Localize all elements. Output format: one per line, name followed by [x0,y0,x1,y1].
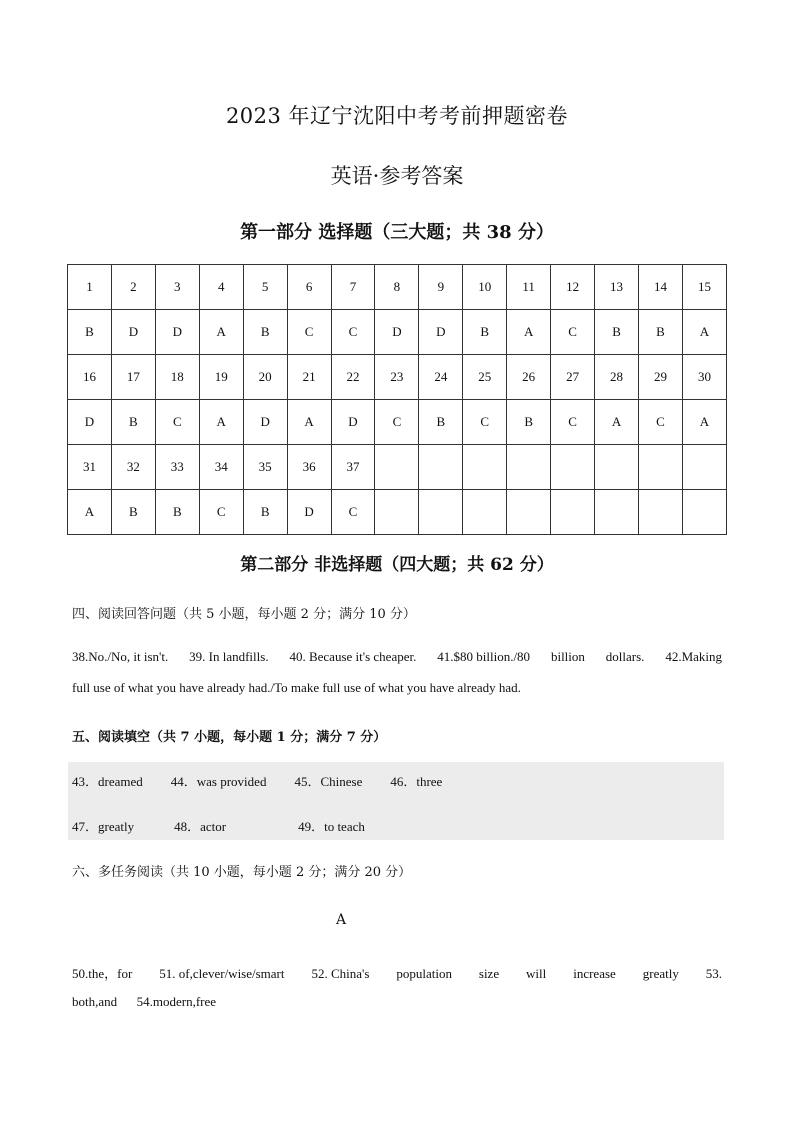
answer-token: 49．to teach [298,819,365,834]
answer-token: 43．dreamed [72,774,143,789]
answer-cell: B [243,310,287,355]
question-number-cell [551,445,595,490]
part2-title: 第二部分 非选择题（四大题；共 62 分） [240,555,554,575]
answer-cell: A [199,400,243,445]
question-number-cell: 27 [551,355,595,400]
answer-token: 41.$80 billion./80 [437,649,531,664]
question-number-cell: 37 [331,445,375,490]
answer-token: 40. Because it's cheaper. [289,649,417,664]
answer-token: population [396,966,452,981]
answer-cell: A [507,310,551,355]
question-number-cell: 8 [375,265,419,310]
answer-cell: D [375,310,419,355]
question-number-cell: 35 [243,445,287,490]
answer-cell: B [463,310,507,355]
question-number-cell: 33 [155,445,199,490]
question-number-cell: 22 [331,355,375,400]
answer-cell: B [638,310,682,355]
section4-heading: 四、阅读回答问题（共 5 小题，每小题 2 分；满分 10 分） [72,607,416,622]
table-row [68,310,727,355]
answer-token: 46．three [390,774,443,789]
answer-token: 45．Chinese [294,774,363,789]
section5-answers-line2 [72,816,722,835]
answer-cell: C [287,310,331,355]
answer-cell: C [463,400,507,445]
answer-cell [419,490,463,535]
answer-cell: D [155,310,199,355]
table-row [68,265,727,310]
answer-cell: C [638,400,682,445]
question-number-cell: 24 [419,355,463,400]
question-number-cell: 5 [243,265,287,310]
answer-cell: C [551,400,595,445]
answer-cell [595,490,639,535]
answer-cell: A [199,310,243,355]
table-row [68,445,727,490]
answer-cell: C [331,490,375,535]
question-number-cell: 14 [638,265,682,310]
answer-cell: D [111,310,155,355]
answer-cell: B [595,310,639,355]
question-number-cell: 32 [111,445,155,490]
answer-cell: B [68,310,112,355]
document-subtitle: 英语·参考答案 [330,164,464,188]
question-number-cell [507,445,551,490]
question-number-cell [419,445,463,490]
answer-token: 53. [705,966,723,981]
question-number-cell: 29 [638,355,682,400]
question-number-cell: 31 [68,445,112,490]
question-number-cell: 16 [68,355,112,400]
answer-token: 38.No./No, it isn't. [72,649,169,664]
answer-cell: B [243,490,287,535]
answer-cell: D [419,310,463,355]
question-number-cell: 30 [682,355,726,400]
answer-cell: A [682,400,726,445]
answer-cell: C [375,400,419,445]
part1-title: 第一部分 选择题（三大题；共 38 分） [240,222,554,243]
answer-token: 48．actor [174,819,227,834]
answer-cell: D [331,400,375,445]
question-number-cell: 34 [199,445,243,490]
answer-token: 42.Making [665,649,723,664]
question-number-cell: 2 [111,265,155,310]
question-number-cell [682,445,726,490]
section5-heading: 五、阅读填空（共 7 小题，每小题 1 分；满分 7 分） [72,730,387,745]
section6-answers-line1 [72,963,722,982]
table-row [68,400,727,445]
answer-cell: B [155,490,199,535]
answer-token: 39. In landfills. [189,649,269,664]
question-number-cell [463,445,507,490]
question-number-cell: 15 [682,265,726,310]
answer-cell: C [155,400,199,445]
answer-cell [551,490,595,535]
answer-cell [638,490,682,535]
answer-token: 52. China's [311,966,370,981]
question-number-cell: 25 [463,355,507,400]
question-number-cell: 6 [287,265,331,310]
answer-token: 51. of,clever/wise/smart [159,966,285,981]
answer-cell: B [507,400,551,445]
section6-heading: 六、多任务阅读（共 10 小题，每小题 2 分；满分 20 分） [72,865,412,880]
section4-answers-line2: full use of what you have already had./To make full use of what you have already had. [72,680,521,695]
question-number-cell: 26 [507,355,551,400]
question-number-cell: 19 [199,355,243,400]
answer-cell: C [551,310,595,355]
question-number-cell: 10 [463,265,507,310]
question-number-cell: 20 [243,355,287,400]
answer-token: will [526,966,547,981]
question-number-cell [638,445,682,490]
answer-cell: C [331,310,375,355]
table-row [68,355,727,400]
answer-cell [375,490,419,535]
question-number-cell: 21 [287,355,331,400]
answer-cell [682,490,726,535]
answer-cell: B [111,400,155,445]
answer-token: 50.the，for [72,966,133,981]
question-number-cell: 17 [111,355,155,400]
answer-token: greatly [642,966,679,981]
answer-cell [463,490,507,535]
answer-cell: D [68,400,112,445]
answer-token: size [478,966,500,981]
answer-cell: B [419,400,463,445]
answer-token: billion [550,649,585,664]
section6-answers-line2: both,and 54.modern,free [72,994,217,1009]
question-number-cell: 23 [375,355,419,400]
answer-cell: A [68,490,112,535]
question-number-cell: 1 [68,265,112,310]
question-number-cell: 36 [287,445,331,490]
section4-answers-line1 [72,649,722,665]
question-number-cell: 3 [155,265,199,310]
question-number-cell: 18 [155,355,199,400]
question-number-cell: 12 [551,265,595,310]
answer-cell: A [287,400,331,445]
question-number-cell: 9 [419,265,463,310]
question-number-cell: 4 [199,265,243,310]
question-number-cell [595,445,639,490]
answer-token: 44．was provided [170,774,267,789]
answer-token: increase [573,966,616,981]
question-number-cell: 11 [507,265,551,310]
document-title: 2023 年辽宁沈阳中考考前押题密卷 [225,104,569,128]
answer-token: dollars. [605,649,645,664]
section5-answers-line1 [72,771,722,790]
answer-cell [507,490,551,535]
answer-token: 47．greatly [72,819,135,834]
answer-cell: D [243,400,287,445]
question-number-cell [375,445,419,490]
answer-cell: A [682,310,726,355]
section6-subheading: A [336,912,347,928]
answer-cell: B [111,490,155,535]
answer-table [67,264,727,535]
question-number-cell: 13 [595,265,639,310]
question-number-cell: 7 [331,265,375,310]
table-row [68,490,727,535]
answer-cell: D [287,490,331,535]
question-number-cell: 28 [595,355,639,400]
answer-cell: A [595,400,639,445]
answer-cell: C [199,490,243,535]
